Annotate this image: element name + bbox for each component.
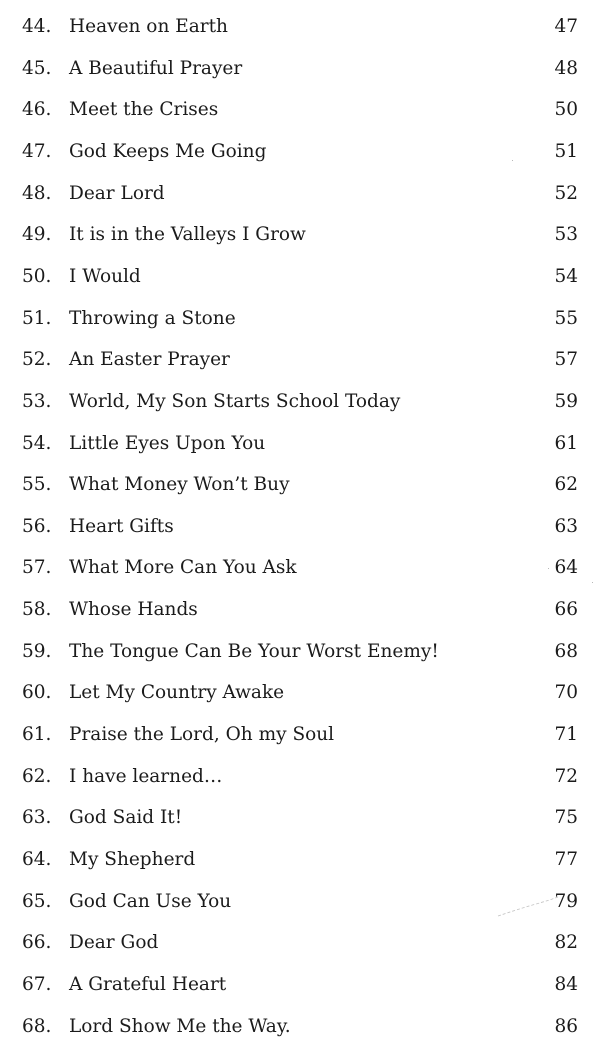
- pencil-mark-icon: [496, 896, 560, 918]
- toc-entry: [0, 429, 600, 459]
- entry-title: Meet the Crises: [69, 99, 219, 121]
- toc-entry: [0, 12, 600, 42]
- entry-title: Throwing a Stone: [69, 307, 236, 329]
- entry-page-number: 54: [554, 265, 578, 287]
- entry-page-number: 63: [554, 515, 578, 537]
- entry-page-number: 77: [554, 849, 578, 870]
- toc-entry: [0, 220, 600, 250]
- entry-number: 64.: [22, 849, 52, 870]
- entry-title: Whose Hands: [69, 599, 198, 621]
- entry-page-number: 57: [554, 349, 578, 371]
- entry-page-number: 79: [554, 890, 578, 912]
- entry-title: What Money Won’t Buy: [69, 474, 290, 496]
- toc-entry: [0, 970, 600, 1000]
- entry-number: 58.: [22, 599, 52, 621]
- entry-number: 44.: [22, 16, 52, 37]
- toc-entry: [0, 928, 600, 958]
- toc-entry: [0, 179, 600, 209]
- entry-title: My Shepherd: [69, 849, 196, 870]
- entry-number: 45.: [22, 57, 52, 79]
- entry-page-number: 52: [554, 182, 578, 204]
- entry-number: 46.: [22, 99, 52, 121]
- toc-entry: [0, 304, 600, 334]
- entry-title: I have learned…: [69, 765, 223, 787]
- toc-entry: [0, 762, 600, 792]
- entry-title: Little Eyes Upon You: [69, 432, 266, 454]
- toc-entry: [0, 345, 600, 375]
- entry-number: 48.: [22, 182, 52, 204]
- entry-page-number: 66: [554, 599, 578, 621]
- entry-page-number: 84: [554, 973, 578, 995]
- entry-page-number: 50: [554, 99, 578, 121]
- entry-title: God Can Use You: [69, 890, 232, 912]
- toc-entry: [0, 470, 600, 500]
- entry-title: Let My Country Awake: [69, 682, 285, 704]
- entry-title: What More Can You Ask: [69, 557, 297, 579]
- toc-entry: [0, 1012, 600, 1042]
- scan-speck-icon: [592, 582, 593, 583]
- scan-speck-icon: [512, 160, 513, 161]
- entry-title: A Beautiful Prayer: [69, 57, 243, 79]
- entry-page-number: 61: [554, 432, 578, 454]
- entry-page-number: 70: [554, 682, 578, 704]
- entry-number: 53.: [22, 390, 52, 412]
- toc-entry: [0, 678, 600, 708]
- entry-page-number: 75: [554, 807, 578, 829]
- entry-page-number: 62: [554, 474, 578, 496]
- entry-number: 51.: [22, 307, 52, 329]
- entry-title: A Grateful Heart: [69, 973, 227, 995]
- entry-number: 55.: [22, 474, 52, 496]
- entry-page-number: 55: [554, 307, 578, 329]
- entry-title: Heart Gifts: [69, 515, 174, 537]
- entry-title: God Said It!: [69, 807, 183, 829]
- toc-entry: [0, 137, 600, 167]
- entry-page-number: 72: [554, 765, 578, 787]
- entry-number: 62.: [22, 765, 52, 787]
- toc-entry: [0, 720, 600, 750]
- entry-number: 68.: [22, 1015, 52, 1037]
- entry-number: 66.: [22, 932, 52, 954]
- entry-number: 63.: [22, 807, 52, 829]
- entry-number: 60.: [22, 682, 52, 704]
- toc-entry: [0, 637, 600, 667]
- entry-title: Dear God: [69, 932, 159, 954]
- entry-number: 52.: [22, 349, 52, 371]
- entry-page-number: 51: [554, 140, 578, 162]
- scan-speck-icon: [548, 568, 549, 569]
- toc-entry: [0, 54, 600, 84]
- entry-page-number: 82: [554, 932, 578, 954]
- entry-title: Lord Show Me the Way.: [69, 1015, 291, 1037]
- toc-entry: [0, 803, 600, 833]
- entry-number: 59.: [22, 640, 52, 662]
- entry-page-number: 68: [554, 640, 578, 662]
- entry-title: World, My Son Starts School Today: [69, 390, 401, 412]
- entry-title: I Would: [69, 265, 141, 287]
- entry-number: 49.: [22, 224, 52, 246]
- entry-number: 54.: [22, 432, 52, 454]
- toc-entry: [0, 387, 600, 417]
- entry-title: Heaven on Earth: [69, 16, 228, 37]
- toc-entry: [0, 553, 600, 583]
- entry-page-number: 59: [554, 390, 578, 412]
- entry-page-number: 53: [554, 224, 578, 246]
- entry-page-number: 71: [554, 724, 578, 746]
- entry-title: An Easter Prayer: [69, 349, 230, 371]
- entry-number: 56.: [22, 515, 52, 537]
- entry-title: Praise the Lord, Oh my Soul: [69, 724, 335, 746]
- entry-number: 67.: [22, 973, 52, 995]
- entry-title: It is in the Valleys I Grow: [69, 224, 306, 246]
- entry-title: The Tongue Can Be Your Worst Enemy!: [69, 640, 439, 662]
- entry-number: 50.: [22, 265, 52, 287]
- toc-entry: [0, 262, 600, 292]
- toc-entry: [0, 595, 600, 625]
- toc-entry: [0, 512, 600, 542]
- entry-number: 61.: [22, 724, 52, 746]
- entry-page-number: 48: [554, 57, 578, 79]
- toc-entry: [0, 95, 600, 125]
- toc-entry: [0, 845, 600, 875]
- entry-number: 57.: [22, 557, 52, 579]
- entry-number: 47.: [22, 140, 52, 162]
- entry-title: Dear Lord: [69, 182, 165, 204]
- entry-number: 65.: [22, 890, 52, 912]
- entry-page-number: 64: [554, 557, 578, 579]
- entry-page-number: 86: [554, 1015, 578, 1037]
- entry-page-number: 47: [554, 16, 578, 37]
- entry-title: God Keeps Me Going: [69, 140, 267, 162]
